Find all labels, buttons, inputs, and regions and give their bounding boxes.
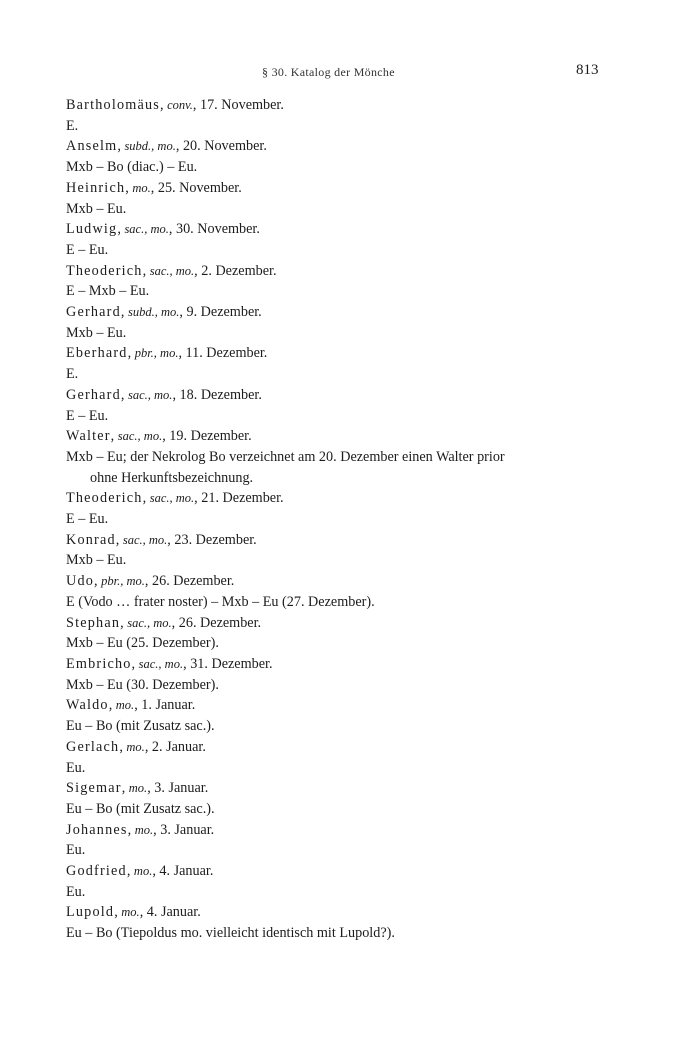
- entry: [66, 488, 626, 529]
- monk-name: Gerhard: [66, 304, 121, 321]
- entry-source: E (Vodo … frater noster) – Mxb – Eu (27. Dezember).: [66, 593, 375, 610]
- death-date: , 23. Dezember.: [167, 531, 257, 548]
- entry-source: Eu – Bo (Tiepoldus mo. vielleicht identisch mit Lupold?).: [66, 925, 395, 942]
- entry-heading: Konrad, sac., mo., 23. Dezember.: [66, 531, 257, 548]
- monk-role: sac., mo.: [127, 615, 172, 630]
- monk-role: sac., mo.: [122, 532, 168, 547]
- entry: [66, 219, 626, 260]
- monk-name: Waldo: [66, 697, 109, 714]
- death-date: , 4. Januar.: [139, 904, 201, 921]
- entry-heading: Gerlach, mo., 2. Januar.: [66, 738, 206, 755]
- monk-role: sac., mo.: [124, 222, 169, 237]
- entry-source: Mxb – Eu (30. Dezember).: [66, 676, 219, 693]
- entry-source: Eu.: [66, 883, 86, 900]
- monk-role: mo.: [128, 781, 148, 796]
- entry-heading: Bartholomäus, conv., 17. November.: [66, 97, 284, 113]
- entry-source: E – Eu.: [66, 241, 109, 258]
- entry: [66, 136, 626, 177]
- death-date: , 26. Dezember.: [144, 573, 235, 590]
- monk-role: sac., mo.: [149, 263, 195, 278]
- monk-name: Lupold: [66, 904, 115, 921]
- entry-heading: Gerhard, subd., mo., 9. Dezember.: [66, 304, 262, 321]
- death-date: , 4. Januar.: [152, 863, 214, 880]
- entry-heading: Lupold, mo., 4. Januar.: [66, 904, 201, 921]
- entry: [66, 178, 626, 219]
- monk-role: sac., mo.: [127, 387, 173, 402]
- monk-name: Anselm: [66, 138, 118, 155]
- entry-heading: Sigemar, mo., 3. Januar.: [66, 780, 209, 797]
- death-date: , 2. Januar.: [144, 738, 206, 755]
- death-date: , 3. Januar.: [147, 780, 209, 797]
- entry: [66, 902, 626, 943]
- monk-role: mo.: [133, 864, 153, 879]
- monk-name: Gerhard: [66, 386, 121, 403]
- monk-role: conv.: [167, 98, 193, 112]
- entry-heading: Godfried, mo., 4. Januar.: [66, 863, 214, 880]
- entry-source: Mxb – Eu.: [66, 324, 127, 341]
- entry: [66, 530, 626, 571]
- entry-heading: Eberhard, pbr., mo., 11. Dezember.: [66, 345, 268, 362]
- death-date: , 9. Dezember.: [179, 304, 262, 321]
- page-number: 813: [576, 62, 599, 78]
- monk-role: mo.: [126, 739, 145, 754]
- entry: [66, 737, 626, 778]
- monk-name: Walter: [66, 428, 111, 445]
- entry-heading: Theoderich, sac., mo., 21. Dezember.: [66, 490, 284, 507]
- death-date: , 21. Dezember.: [194, 490, 284, 507]
- entry-source: E – Eu.: [66, 511, 109, 528]
- entry-heading: Theoderich, sac., mo., 2. Dezember.: [66, 262, 277, 279]
- monk-role: pbr., mo.: [101, 574, 145, 589]
- entry: [66, 343, 626, 384]
- death-date: , 2. Dezember.: [194, 262, 277, 279]
- catalog-body: [66, 95, 626, 944]
- monk-name: Udo: [66, 573, 95, 590]
- monk-name: Ludwig: [66, 221, 118, 238]
- entry-source: E – Eu.: [66, 407, 109, 424]
- entry-heading: Embricho, sac., mo., 31. Dezember.: [66, 655, 273, 672]
- entry: [66, 695, 626, 736]
- entry: [66, 302, 626, 343]
- monk-name: Theoderich: [66, 490, 143, 507]
- entry-source-continuation: [66, 468, 626, 489]
- entry-source: E.: [66, 366, 79, 383]
- source-continuation-text: ohne Herkunftsbezeichnung.: [90, 469, 254, 486]
- monk-role: sac., mo.: [117, 429, 163, 444]
- monk-name: Gerlach: [66, 738, 120, 755]
- entry-heading: Ludwig, sac., mo., 30. November.: [66, 221, 260, 238]
- entry: [66, 261, 626, 302]
- monk-name: Godfried: [66, 863, 127, 880]
- entry-source: Mxb – Eu.: [66, 552, 127, 569]
- entry-heading: Johannes, mo., 3. Januar.: [66, 821, 215, 838]
- death-date: , 26. Dezember.: [171, 614, 262, 631]
- monk-name: Johannes: [66, 821, 128, 838]
- entry: [66, 613, 626, 654]
- death-date: , 3. Januar.: [153, 821, 215, 838]
- entry-heading: Heinrich, mo., 25. November.: [66, 179, 242, 196]
- monk-role: mo.: [132, 180, 151, 195]
- entry-heading: Gerhard, sac., mo., 18. Dezember.: [66, 386, 262, 403]
- entry-source: Eu – Bo (mit Zusatz sac.).: [66, 718, 215, 735]
- death-date: , 20. November.: [175, 138, 267, 155]
- monk-name: Embricho: [66, 655, 132, 672]
- entry: [66, 654, 626, 695]
- entry-source: Mxb – Eu.: [66, 200, 127, 217]
- monk-name: Theoderich: [66, 262, 143, 279]
- entry-heading: Walter, sac., mo., 19. Dezember.: [66, 428, 252, 445]
- entry: [66, 861, 626, 902]
- entry: [66, 820, 626, 861]
- entry-heading: Waldo, mo., 1. Januar.: [66, 697, 196, 714]
- monk-name: Konrad: [66, 531, 116, 548]
- entry-source: Eu.: [66, 842, 86, 859]
- running-head: [0, 62, 700, 85]
- entry-heading: Stephan, sac., mo., 26. Dezember.: [66, 614, 262, 631]
- entry: [66, 778, 626, 819]
- entry-source: Mxb – Eu (25. Dezember).: [66, 635, 219, 652]
- entry-source: E.: [66, 117, 79, 134]
- death-date: , 1. Januar.: [134, 697, 196, 714]
- monk-name: Heinrich: [66, 179, 126, 196]
- entry-heading: Udo, pbr., mo., 26. Dezember.: [66, 573, 235, 590]
- entry: [66, 571, 626, 612]
- monk-role: mo.: [121, 905, 140, 920]
- running-title: § 30. Katalog der Mönche: [262, 65, 395, 79]
- monk-role: subd., mo.: [124, 139, 176, 154]
- monk-role: sac., mo.: [138, 656, 184, 671]
- entry: [66, 426, 626, 488]
- monk-name: Stephan: [66, 614, 121, 631]
- death-date: , 11. Dezember.: [178, 345, 268, 362]
- monk-role: sac., mo.: [149, 491, 195, 506]
- monk-role: mo.: [134, 822, 154, 837]
- entry: [66, 385, 626, 426]
- death-date: , 19. Dezember.: [162, 428, 252, 445]
- death-date: , 17. November.: [192, 97, 284, 113]
- monk-name: Eberhard: [66, 345, 128, 362]
- monk-name: Sigemar: [66, 780, 122, 797]
- monk-role: mo.: [115, 698, 135, 713]
- monk-role: subd., mo.: [127, 305, 180, 320]
- entry-source: Eu.: [66, 759, 86, 776]
- entry: [66, 95, 626, 136]
- entry-heading: Anselm, subd., mo., 20. November.: [66, 138, 267, 155]
- entry-source: Mxb – Eu; der Nekrolog Bo verzeichnet am 20. Dezember einen Walter prior: [66, 448, 505, 465]
- entry-source: Mxb – Bo (diac.) – Eu.: [66, 159, 198, 176]
- monk-name: Bartholomäus: [66, 97, 160, 113]
- death-date: , 18. Dezember.: [172, 386, 262, 403]
- death-date: , 30. November.: [168, 221, 260, 238]
- death-date: , 25. November.: [150, 179, 242, 196]
- death-date: , 31. Dezember.: [183, 655, 273, 672]
- entry-source: Eu – Bo (mit Zusatz sac.).: [66, 800, 215, 817]
- monk-role: pbr., mo.: [134, 346, 179, 361]
- entry-source: E – Mxb – Eu.: [66, 283, 150, 300]
